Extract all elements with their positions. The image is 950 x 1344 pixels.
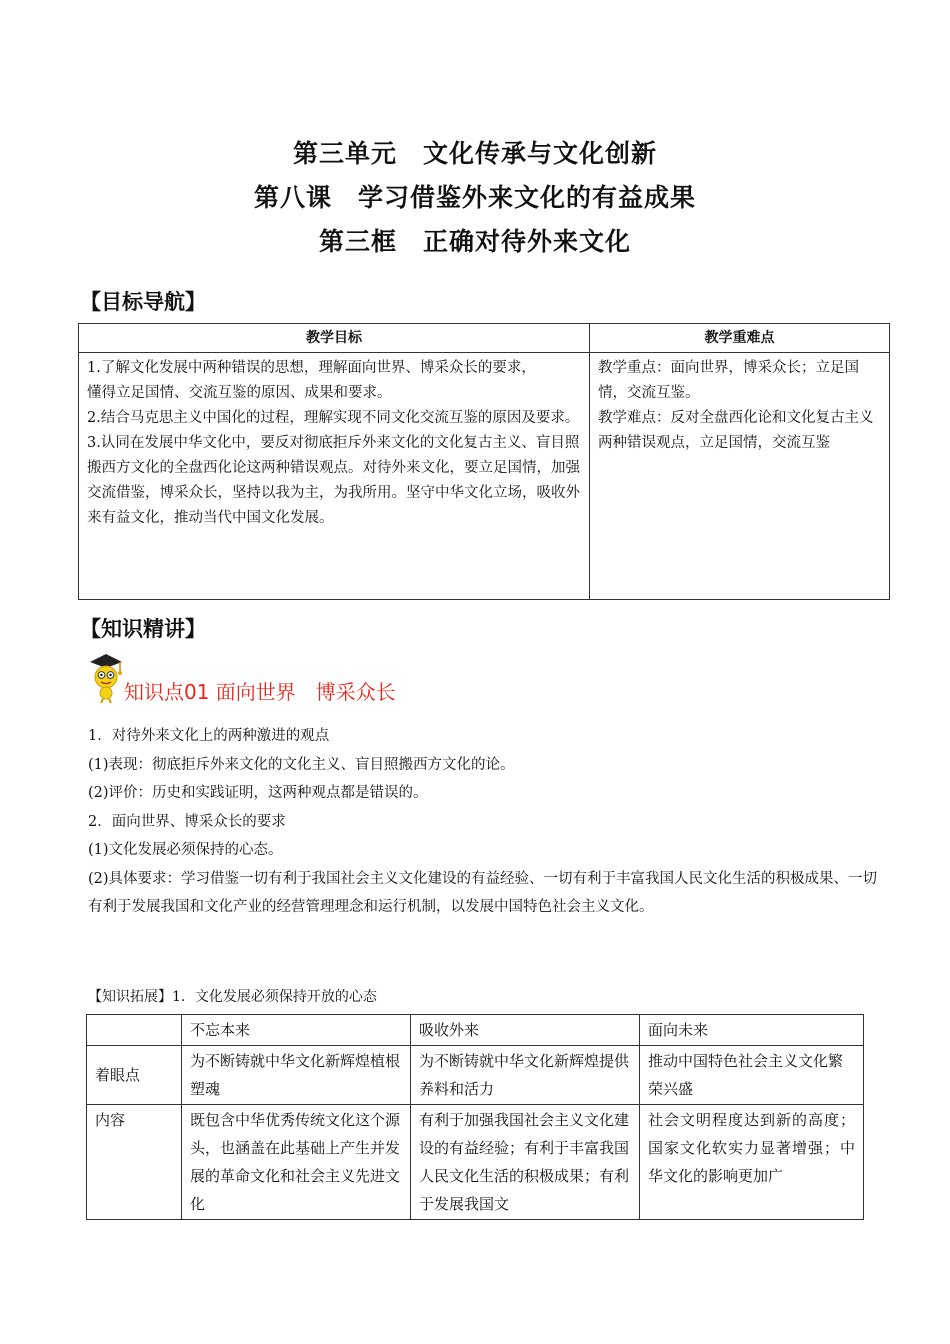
scholar-mascot-icon [86, 650, 126, 704]
row-label: 着眼点 [87, 1046, 182, 1105]
extension-caption: 【知识拓展】1．文化发展必须保持开放的心态 [88, 989, 377, 1005]
objective-1: 1.了解文化发展中两种错误的思想，理解面向世界、博采众长的要求， [87, 360, 536, 376]
knowledge-line: 2．面向世界、博采众长的要求 [88, 813, 286, 830]
table-header-cell: 吸收外来 [411, 1015, 640, 1046]
table-cell: 为不断铸就中华文化新辉煌提供养料和活力 [411, 1046, 640, 1105]
frame-title: 第三框 正确对待外来文化 [318, 227, 631, 256]
knowledge-line: (2)具体要求：学习借鉴一切有利于我国社会主义文化建设的有益经验、一切有利于丰富我国人民文化生活的积极成果、一切有利于发展我国和文化产业的经营管理理念和运行机制，以发展中国特色社会主义文化。 [88, 870, 878, 915]
row-label: 内容 [87, 1105, 182, 1220]
difficult-point: 教学难点：反对全盘西化论和文化复古主义两种错误观点，立足国情，交流互鉴 [598, 410, 874, 451]
knowledge-body [88, 722, 878, 922]
knowledge-line: (1)文化发展必须保持的心态。 [88, 842, 283, 858]
table-cell: 既包含中华优秀传统文化这个源头，也涵盖在此基础上产生并发展的革命文化和社会主义先进文化 [182, 1105, 411, 1220]
table-header-cell: 面向未来 [640, 1015, 864, 1046]
table-cell: 社会文明程度达到新的高度；国家文化软实力显著增强；中华文化的影响更加广 [640, 1105, 864, 1220]
objective-3: 3.认同在发展中华文化中，要反对彻底拒斥外来文化的文化复古主义、盲目照搬西方文化的全盘西化论这两种错误观点。对待外来文化，要立足国情，加强交流借鉴，博采众长，坚持以我为主，为我所用。坚守中华文化立场，吸收外来有益文化，推动当代中国文化发展。 [87, 435, 580, 526]
title-block [0, 132, 950, 264]
key-points-cell [590, 353, 890, 600]
knowledge-line: (1)表现：彻底拒斥外来文化的文化主义、盲目照搬西方文化的论。 [88, 756, 515, 773]
goal-nav-heading: 【目标导航】 [80, 290, 206, 314]
goal-table [78, 323, 890, 600]
key-point: 教学重点：面向世界，博采众长；立足国情，交流互鉴。 [598, 360, 859, 401]
objectives-cell [79, 353, 590, 600]
extension-table [86, 1014, 864, 1220]
table-row [87, 1046, 864, 1105]
table-cell: 有利于加强我国社会主义文化建设的有益经验；有利于丰富我国人民文化生活的积极成果；有利于发展我国文 [411, 1105, 640, 1220]
lesson-title: 第八课 学习借鉴外来文化的有益成果 [253, 183, 696, 212]
table-header-cell [87, 1015, 182, 1046]
table-header-cell: 不忘本来 [182, 1015, 411, 1046]
table-cell: 为不断铸就中华文化新辉煌植根塑魂 [182, 1046, 411, 1105]
objective-1-cont: 懂得立足国情、交流互鉴的原因、成果和要求。 [87, 385, 392, 401]
objectives-header: 教学目标 [79, 324, 590, 353]
knowledge-point-title: 知识点01 面向世界 博采众长 [124, 680, 396, 704]
table-row [87, 1105, 864, 1220]
key-points-header: 教学重难点 [590, 324, 890, 353]
knowledge-line: (2)评价：历史和实践证明，这两种观点都是错误的。 [88, 785, 428, 801]
knowledge-line: 1．对待外来文化上的两种激进的观点 [88, 728, 330, 744]
objective-2: 2.结合马克思主义中国化的过程，理解实现不同文化交流互鉴的原因及要求。 [87, 410, 580, 426]
unit-title: 第三单元 文化传承与文化创新 [292, 139, 657, 168]
knowledge-heading: 【知识精讲】 [80, 617, 206, 641]
table-cell: 推动中国特色社会主义文化繁荣兴盛 [640, 1046, 864, 1105]
